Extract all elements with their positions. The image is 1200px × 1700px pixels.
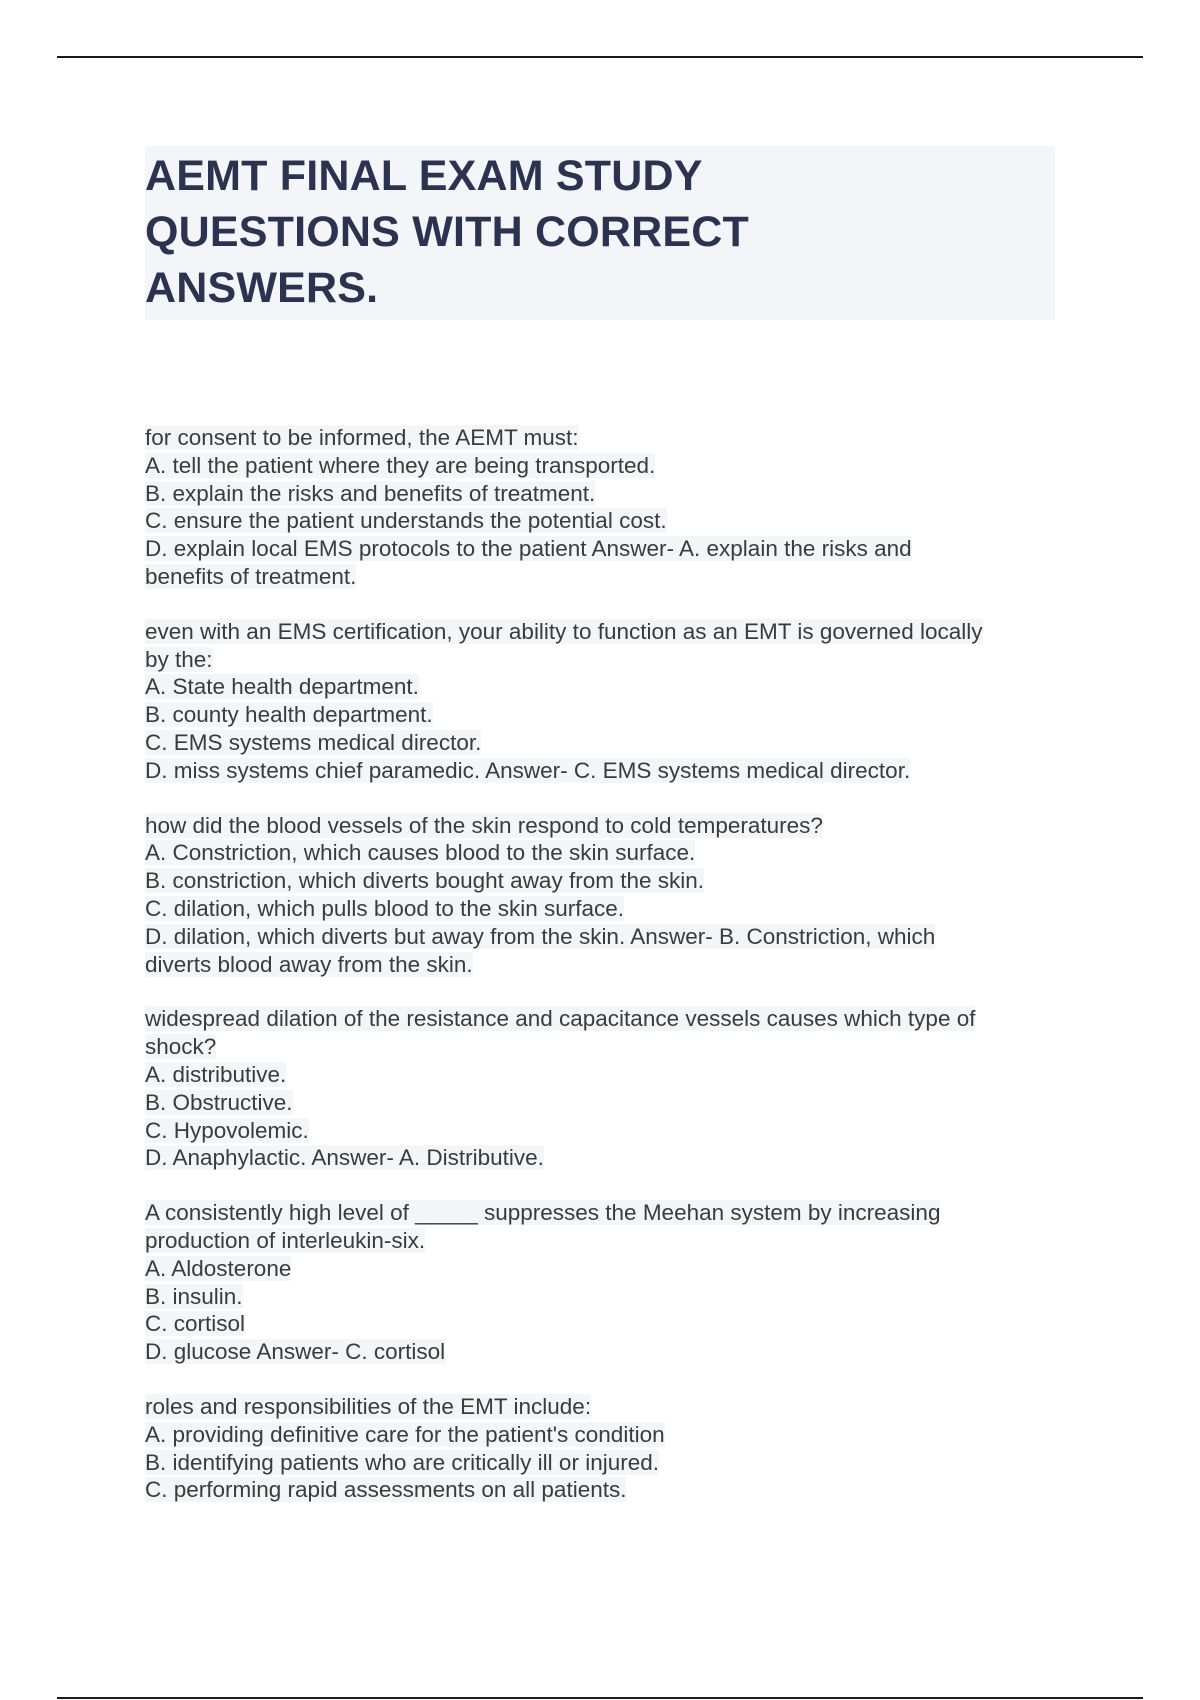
answer-option: A. distributive. — [145, 1061, 287, 1087]
question-stem: for consent to be informed, the AEMT must: — [145, 425, 579, 450]
title-line: ANSWERS. — [145, 264, 379, 312]
title-line: QUESTIONS WITH CORRECT — [145, 208, 750, 256]
question-stem: A consistently high level of _____ suppresses the Meehan system by increasing — [145, 1200, 941, 1226]
question-stem: production of interleukin-six. — [145, 1227, 426, 1253]
question-item — [145, 1199, 1065, 1366]
footer-rule — [57, 1697, 1143, 1699]
question-item — [145, 1393, 1065, 1504]
questions-list — [145, 424, 1065, 1531]
question-item — [145, 618, 1065, 785]
question-stem: even with an EMS certification, your ability to function as an EMT is governed locally — [145, 618, 983, 644]
question-item — [145, 424, 1065, 591]
answer-option: A. State health department. — [145, 674, 419, 700]
title-block — [145, 146, 1055, 320]
answer-option: C. ensure the patient understands the potential cost. — [145, 508, 667, 534]
answer-option: B. constriction, which diverts bought away from the skin. — [145, 868, 704, 894]
header-rule — [57, 56, 1143, 58]
question-stem: how did the blood vessels of the skin respond to cold temperatures? — [145, 812, 823, 838]
answer-option: A. tell the patient where they are being transported. — [145, 452, 656, 478]
answer-option: A. Constriction, which causes blood to the skin surface. — [145, 840, 696, 866]
question-stem: roles and responsibilities of the EMT include: — [145, 1393, 592, 1419]
answer-option: B. explain the risks and benefits of treatment. — [145, 480, 596, 506]
answer-continuation: diverts blood away from the skin. — [145, 951, 473, 977]
answer-option: B. identifying patients who are critically ill or injured. — [145, 1449, 659, 1475]
answer-option: C. dilation, which pulls blood to the skin surface. — [145, 895, 625, 921]
answer-option: C. performing rapid assessments on all patients. — [145, 1477, 627, 1503]
question-item — [145, 1005, 1065, 1172]
question-item — [145, 812, 1065, 979]
answer-option-with-answer: D. miss systems chief paramedic. Answer- C. EMS systems medical director. — [145, 757, 911, 783]
answer-option: C. cortisol — [145, 1311, 246, 1337]
answer-option: C. Hypovolemic. — [145, 1117, 309, 1143]
answer-option-with-answer: D. Anaphylactic. Answer- A. Distributive. — [145, 1145, 544, 1171]
document-title — [145, 148, 1055, 316]
answer-option-with-answer: D. explain local EMS protocols to the patient Answer- A. explain the risks and — [145, 536, 912, 562]
answer-option: A. providing definitive care for the patient's condition — [145, 1421, 665, 1447]
answer-option: B. Obstructive. — [145, 1089, 293, 1115]
answer-option-with-answer: D. glucose Answer- C. cortisol — [145, 1339, 446, 1365]
title-line: AEMT FINAL EXAM STUDY — [145, 152, 703, 200]
answer-option: A. Aldosterone — [145, 1255, 292, 1281]
question-stem: shock? — [145, 1034, 217, 1060]
question-stem: widespread dilation of the resistance and capacitance vessels causes which type of — [145, 1006, 976, 1032]
answer-option: B. insulin. — [145, 1283, 243, 1309]
question-stem: by the: — [145, 646, 213, 672]
answer-option: C. EMS systems medical director. — [145, 729, 482, 755]
answer-continuation: benefits of treatment. — [145, 563, 357, 589]
answer-option: B. county health department. — [145, 702, 433, 728]
answer-option-with-answer: D. dilation, which diverts but away from the skin. Answer- B. Constriction, which — [145, 923, 936, 949]
